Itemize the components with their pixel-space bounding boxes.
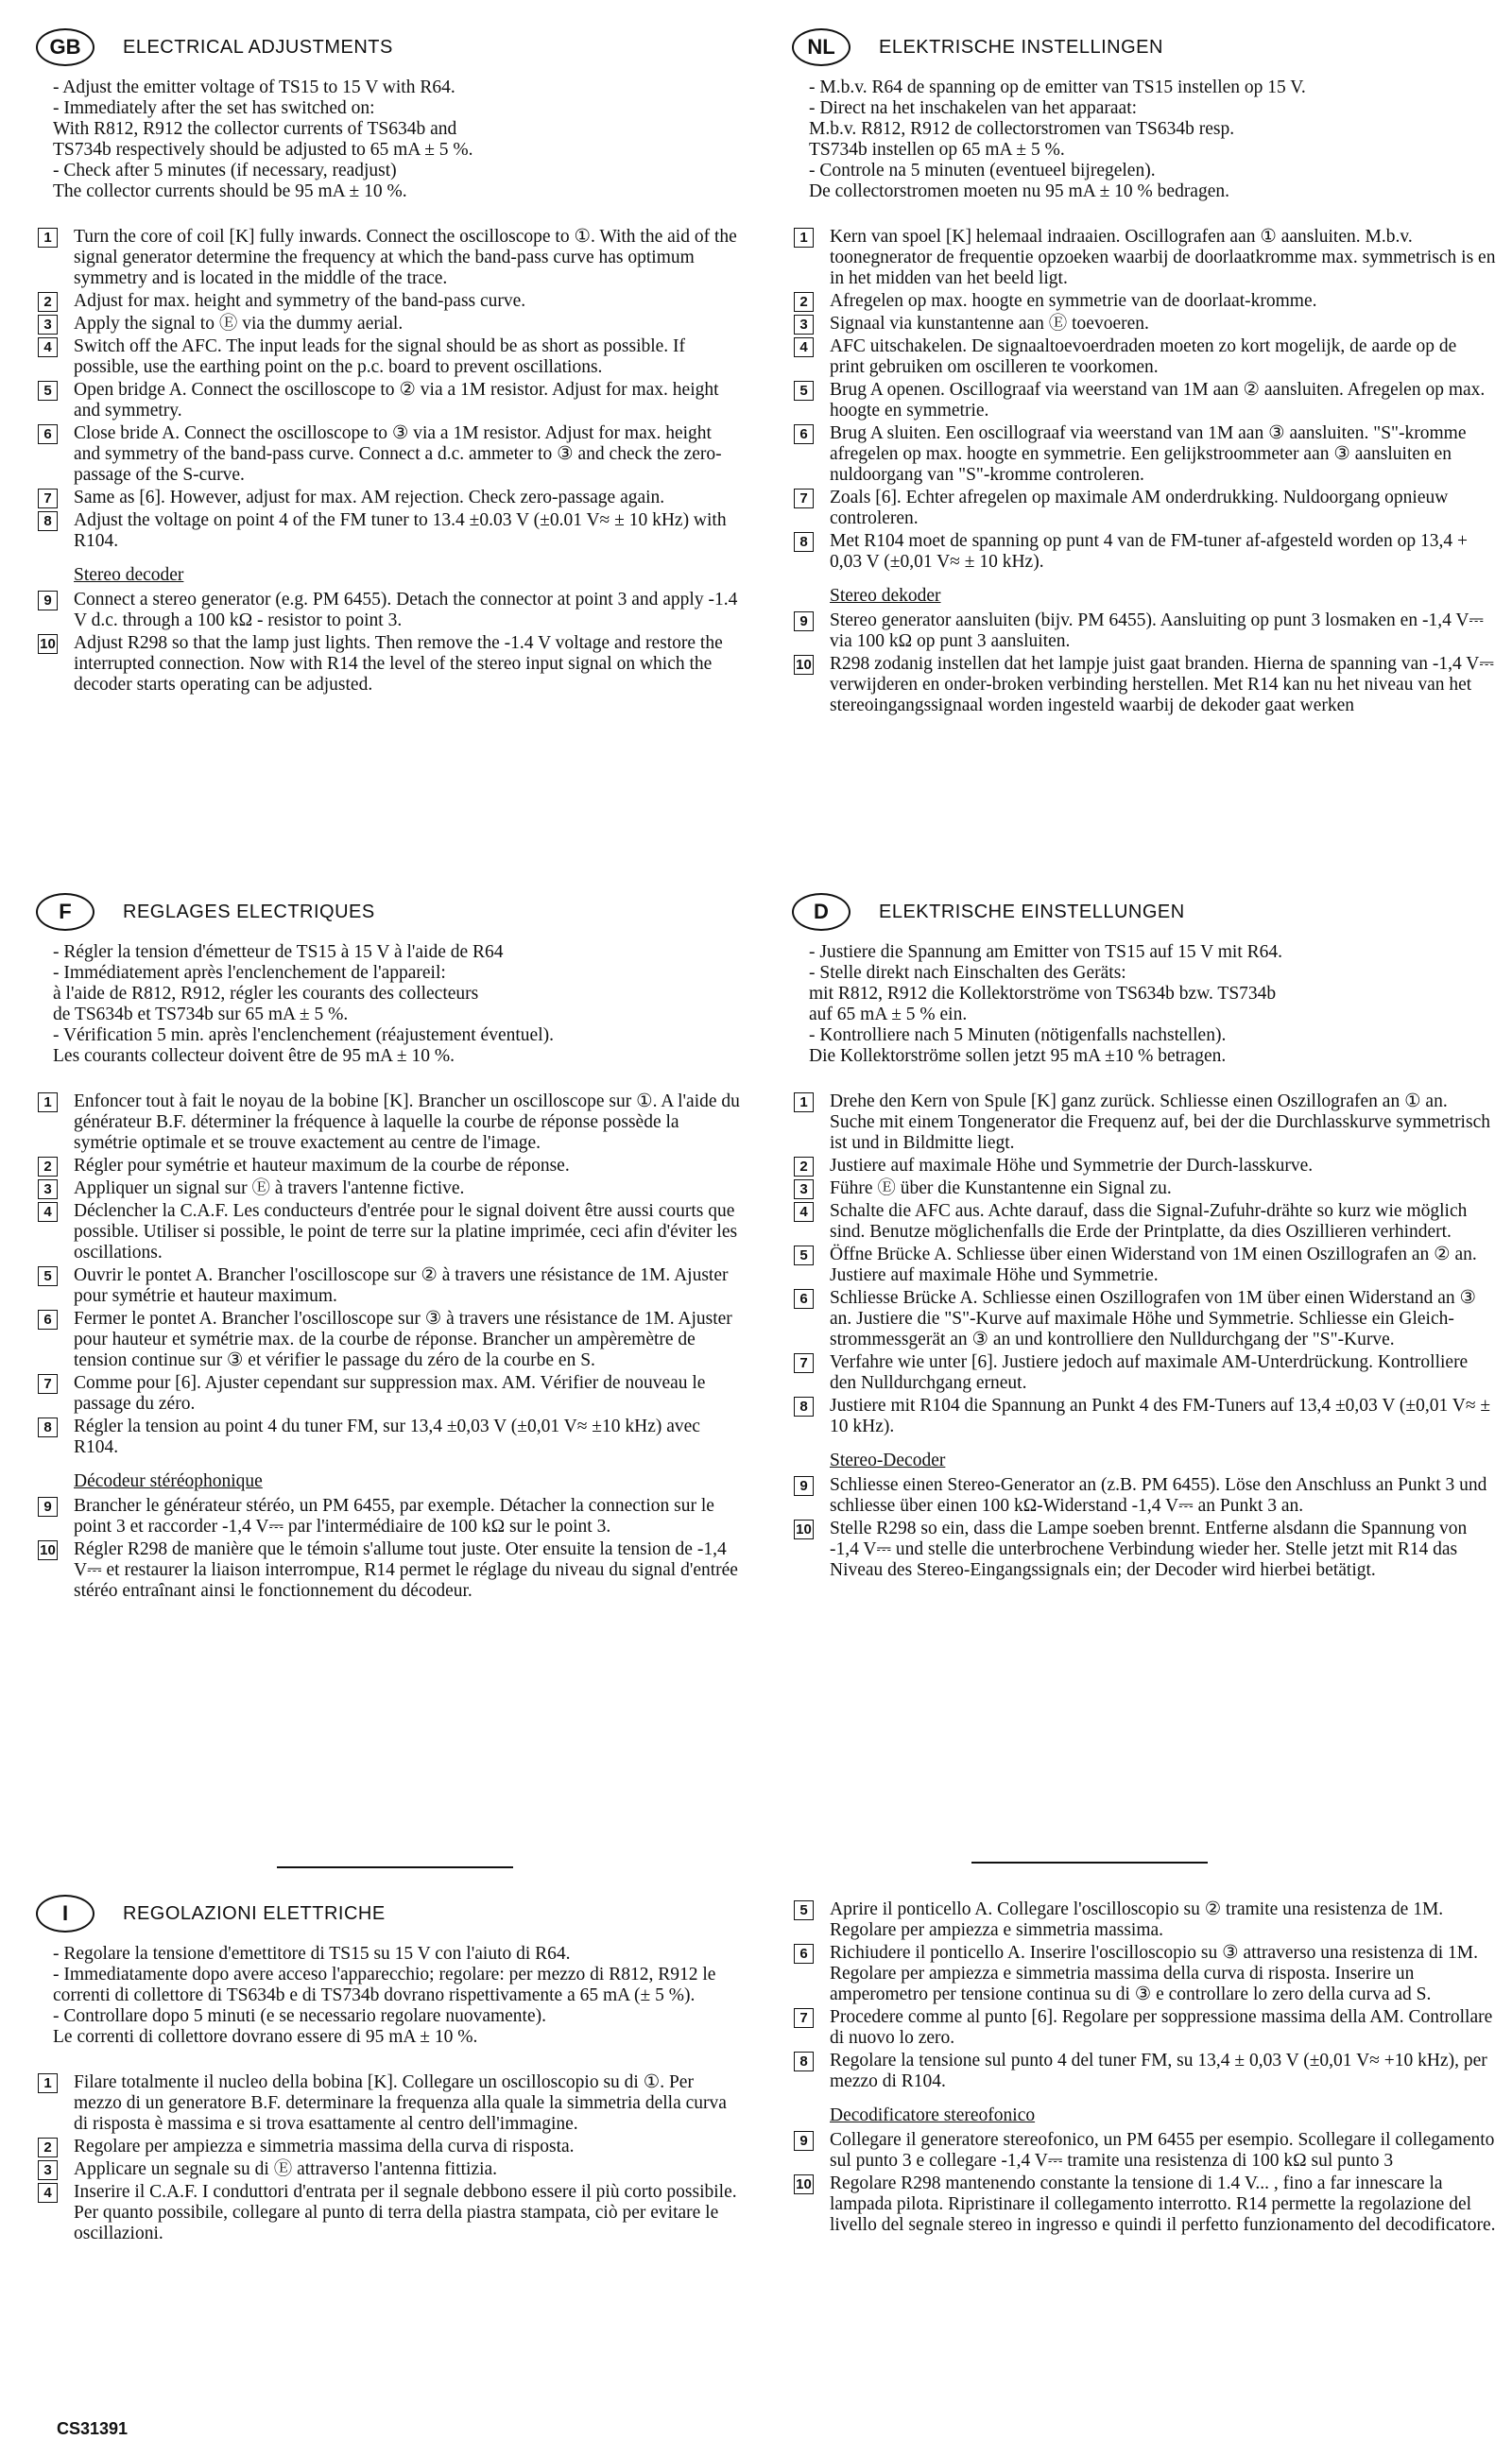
step-number-box: 8 [38, 1418, 58, 1437]
step-text: Brancher le générateur stéréo, un PM 6455, par exemple. Détacher la connection sur le point 3 et raccorder -1,4 V⎓ par l'intermédiaire de 100 kΩ sur le point 3. [74, 1496, 714, 1537]
step-number-box: 3 [38, 2160, 58, 2180]
step-text: Signaal via kunstantenne aan Ⓔ toevoeren. [830, 314, 1149, 334]
fr-subhead-decodeur: Décodeur stéréophonique [74, 1471, 263, 1491]
step-number-box: 1 [38, 228, 58, 248]
gb-steps-stereo [36, 590, 740, 696]
lang-badge-nl: NL [792, 28, 850, 66]
step-number-box: 2 [794, 1157, 814, 1177]
section-divider [971, 1862, 1208, 1864]
step-text: Procedere comme al punto [6]. Regolare per soppressione massima della AM. Controllare di nuovo lo zero. [830, 2007, 1493, 2048]
step-text: Afregelen op max. hoogte en symmetrie van de doorlaat-kromme. [830, 291, 1317, 311]
section-gb [36, 28, 740, 697]
fr-step-7 [36, 1373, 740, 1415]
gb-intro-line: - Immediately after the set has switched on: [53, 98, 375, 118]
step-text: Aprire il ponticello A. Collegare l'oscilloscopio su ② tramite una resistenza de 1M. Regolare per ampiezza e simmetria massima. [830, 1899, 1444, 1940]
step-text: Schalte die AFC aus. Achte darauf, dass die Signal-Zufuhr-drähte so kurz wie möglich sind. Benutze möglichenfalls die Erde der Printplatte, da dies Oszillieren verhindert. [830, 1201, 1468, 1242]
it-step-9 [792, 2130, 1496, 2172]
fr-intro-line: - Régler la tension d'émetteur de TS15 à 15 V à l'aide de R64 [53, 942, 504, 962]
nl-step-4 [792, 336, 1496, 378]
step-text: Justiere mit R104 die Spannung an Punkt 4 des FM-Tuners auf 13,4 ±0,03 V (±0,01 V≈ ± 10 kHz). [830, 1396, 1491, 1436]
step-text: Brug A sluiten. Een oscillograaf via weerstand van 1M aan ③ aansluiten. "S"-kromme afregelen op max. hoogte en symmetrie. Een gelijkstroommeter aan ③ aansluiten en nuldoorgang van "S"-kromme controleren. [830, 423, 1467, 485]
nl-step-5 [792, 380, 1496, 421]
it-step-10 [792, 2174, 1496, 2236]
step-text: Fermer le pontet A. Brancher l'oscilloscope sur ③ à travers une résistance de 1M. Ajuster pour hauteur et symétrie max. de la courbe de réponse. Brancher un ampèremètre de tension continue sur ③ et vérifier le passage du zéro de la courbe en S. [74, 1309, 732, 1370]
nl-step-10 [792, 654, 1496, 716]
section-it [36, 1895, 740, 2246]
step-number-box: 7 [38, 1374, 58, 1394]
nl-intro-line: - Direct na het inschakelen van het apparaat: [809, 98, 1138, 118]
step-number-box: 7 [38, 489, 58, 508]
fr-intro-line: - Immédiatement après l'enclenchement de l'appareil: [53, 963, 446, 983]
step-number-box: 10 [38, 1540, 58, 1560]
gb-step-7 [36, 488, 740, 508]
de-step-9 [792, 1475, 1496, 1517]
gb-step-1 [36, 227, 740, 289]
it-step-6 [792, 1943, 1496, 2005]
fr-intro [36, 942, 740, 1067]
it-step-1 [36, 2072, 740, 2135]
step-number-box: 9 [38, 1497, 58, 1517]
nl-steps [792, 227, 1496, 573]
lang-badge-it: I [36, 1895, 94, 1933]
step-text: Filare totalmente il nucleo della bobina [K]. Collegare un oscilloscopio su di ①. Per mezzo di un generatore B.F. determinare la frequenza alla quale la simmetria della curva di risposta è massima e si trova esattamente al centro dell'immagine. [74, 2072, 727, 2134]
lang-badge-fr: F [36, 893, 94, 931]
step-number-box: 10 [794, 1520, 814, 1539]
step-text: Verfahre wie unter [6]. Justiere jedoch auf maximale AM-Unterdrückung. Kontrolliere den Nulldurchgang erneut. [830, 1352, 1469, 1393]
fr-intro-line: Les courants collecteur doivent être de 95 mA ± 10 %. [53, 1046, 455, 1066]
step-number-box: 8 [794, 1397, 814, 1417]
de-intro-line: auf 65 mA ± 5 % ein. [809, 1005, 968, 1024]
nl-step-8 [792, 531, 1496, 573]
step-number-box: 10 [794, 655, 814, 675]
it-step-5 [792, 1899, 1496, 1941]
section-nl-title: ELEKTRISCHE INSTELLINGEN [879, 36, 1163, 58]
step-number-box: 8 [794, 532, 814, 552]
fr-intro-line: à l'aide de R812, R912, régler les courants des collecteurs [53, 984, 479, 1004]
step-text: Adjust R298 so that the lamp just lights. Then remove the -1.4 V voltage and restore the interrupted connection. Now with R14 the level of the stereo input signal on which the decoder starts operating can be adjusted. [74, 633, 723, 695]
fr-step-2 [36, 1156, 740, 1177]
nl-step-3 [792, 314, 1496, 335]
step-text: Ouvrir le pontet A. Brancher l'oscilloscope sur ② à travers une résistance de 1M. Ajuster pour symétrie et hauteur maximum. [74, 1265, 729, 1306]
step-text: Richiudere il ponticello A. Inserire l'oscilloscopio su ③ attraverso una resistenza di 1M. Regolare per ampiezza e simmetria massima della curva di risposta. Inserire un amperometro per tensione continua su di ③ e controllare lo zero della curva ad S. [830, 1943, 1478, 2004]
step-number-box: 3 [794, 1179, 814, 1199]
fr-step-6 [36, 1309, 740, 1371]
step-number-box: 1 [38, 1092, 58, 1112]
step-text: Comme pour [6]. Ajuster cependant sur suppression max. AM. Vérifier de nouveau le passage du zéro. [74, 1373, 706, 1414]
step-text: Brug A openen. Oscillograaf via weerstand van 1M aan ② aansluiten. Afregelen op max. hoogte en symmetrie. [830, 380, 1486, 421]
gb-step-5 [36, 380, 740, 421]
step-number-box: 7 [794, 1353, 814, 1373]
step-number-box: 6 [38, 1310, 58, 1330]
section-it-title: REGOLAZIONI ELETTRICHE [123, 1902, 386, 1924]
it-steps-stereo [792, 2130, 1496, 2236]
de-step-8 [792, 1396, 1496, 1437]
step-number-box: 3 [38, 1179, 58, 1199]
de-step-7 [792, 1352, 1496, 1394]
nl-intro-line: TS734b instellen op 65 mA ± 5 %. [809, 140, 1065, 160]
nl-intro-line: M.b.v. R812, R912 de collectorstromen van TS634b resp. [809, 119, 1235, 139]
de-intro-line: - Stelle direkt nach Einschalten des Geräts: [809, 963, 1126, 983]
step-number-box: 4 [794, 1202, 814, 1222]
it-step-8 [792, 2051, 1496, 2092]
step-number-box: 8 [38, 511, 58, 531]
step-number-box: 8 [794, 2052, 814, 2071]
step-number-box: 10 [38, 634, 58, 654]
gb-step-2 [36, 291, 740, 312]
fr-step-10 [36, 1539, 740, 1602]
nl-step-6 [792, 423, 1496, 486]
step-text: Régler R298 de manière que le témoin s'allume tout juste. Oter ensuite la tension de -1,4 V⎓ et restaurer la liaison interrompue, R14 permet le réglage du niveau du signal d'entrée stéréo entraînant ainsi le fonctionnement du décodeur. [74, 1539, 738, 1601]
step-number-box: 2 [794, 292, 814, 312]
step-text: Regolare la tensione sul punto 4 del tuner FM, su 13,4 ± 0,03 V (±0,01 V≈ +10 kHz), per mezzo di R104. [830, 2051, 1487, 2091]
section-fr [36, 893, 740, 1604]
step-number-box: 5 [794, 1900, 814, 1920]
it-step-7 [792, 2007, 1496, 2049]
it-intro-line: - Immediatamente dopo avere acceso l'apparecchio; regolare: per mezzo di R812, R912 le correnti di collettore di TS634b e di TS734b dovrano rispettivamente a 65 mA (± 5 %). [53, 1965, 716, 2005]
nl-intro-line: - M.b.v. R64 de spanning op de emitter van TS15 instellen op 15 V. [809, 77, 1306, 97]
de-step-1 [792, 1091, 1496, 1154]
de-subhead-stereo-decoder: Stereo-Decoder [830, 1451, 946, 1470]
step-number-box: 5 [794, 1246, 814, 1265]
step-text: AFC uitschakelen. De signaaltoevoerdraden moeten zo kort mogelijk, de aarde op de print gebruiken om oscilleren te voorkomen. [830, 336, 1457, 377]
gb-intro-line: TS734b respectively should be adjusted to 65 mA ± 5 %. [53, 140, 473, 160]
fr-step-5 [36, 1265, 740, 1307]
gb-steps [36, 227, 740, 552]
section-de-header [792, 893, 1496, 931]
fr-intro-line: - Vérification 5 min. après l'enclenchement (réajustement éventuel). [53, 1025, 554, 1045]
fr-step-3 [36, 1178, 740, 1199]
fr-step-1 [36, 1091, 740, 1154]
step-text: Régler la tension au point 4 du tuner FM, sur 13,4 ±0,03 V (±0,01 V≈ ±10 kHz) avec R104. [74, 1417, 700, 1457]
de-intro [792, 942, 1496, 1067]
section-gb-header [36, 28, 740, 66]
step-text: Regolare R298 mantenendo constante la tensione di 1.4 V... , fino a far innescare la lampada pilota. Ripristinare il collegamento interrotto. R14 permette la regolazione del livello del segnale stereo in ingresso e quindi il perfetto funzionamento del decodificatore. [830, 2174, 1496, 2235]
it-intro-line: Le correnti di collettore dovrano essere di 95 mA ± 10 %. [53, 2027, 478, 2047]
gb-intro-line: - Adjust the emitter voltage of TS15 to 15 V with R64. [53, 77, 455, 97]
step-text: Adjust for max. height and symmetry of the band-pass curve. [74, 291, 526, 311]
step-number-box: 1 [794, 1092, 814, 1112]
step-text: Schliesse einen Stereo-Generator an (z.B. PM 6455). Löse den Anschluss an Punkt 3 und schliesse über einen 100 kΩ-Widerstand -1,4 V⎓ an Punkt 3 an. [830, 1475, 1487, 1516]
step-text: R298 zodanig instellen dat het lampje juist gaat branden. Hierna de spanning van -1,4 V⎓ verwijderen en onder-broken verbinding herstellen. Met R14 kan nu het niveau van het stereoingangssignaal worden ingesteld waarbij de dekoder gaat werken [830, 654, 1494, 715]
gb-step-9 [36, 590, 740, 631]
gb-step-8 [36, 510, 740, 552]
step-text: Turn the core of coil [K] fully inwards. Connect the oscilloscope to ①. With the aid of the signal generator determine the frequency at which the band-pass curve has optimum symmetry and is located in the middle of the trace. [74, 227, 737, 288]
step-number-box: 7 [794, 489, 814, 508]
section-gb-title: ELECTRICAL ADJUSTMENTS [123, 36, 393, 58]
fr-steps [36, 1091, 740, 1458]
step-text: Führe Ⓔ über die Kunstantenne ein Signal zu. [830, 1178, 1172, 1198]
step-number-box: 1 [794, 228, 814, 248]
step-number-box: 9 [794, 2131, 814, 2151]
section-nl [792, 28, 1496, 718]
step-text: Apply the signal to Ⓔ via the dummy aerial. [74, 314, 404, 334]
gb-step-6 [36, 423, 740, 486]
section-fr-header [36, 893, 740, 931]
de-intro-line: mit R812, R912 die Kollektorströme von TS634b bzw. TS734b [809, 984, 1277, 1004]
section-fr-title: REGLAGES ELECTRIQUES [123, 901, 375, 922]
step-number-box: 2 [38, 2138, 58, 2157]
de-steps [792, 1091, 1496, 1437]
step-number-box: 2 [38, 292, 58, 312]
step-number-box: 3 [38, 315, 58, 335]
step-text: Regolare per ampiezza e simmetria massima della curva di risposta. [74, 2137, 575, 2156]
step-text: Zoals [6]. Echter afregelen op maximale AM onderdrukking. Nuldoorgang opnieuw controleren. [830, 488, 1449, 528]
step-text: Drehe den Kern von Spule [K] ganz zurück. Schliesse einen Oszillografen an ① an. Suche mit einem Tongenerator die Frequenz auf, bei der die Durchlasskurve symmetrisch ist und in Bildmitte liegt. [830, 1091, 1490, 1153]
step-number-box: 5 [38, 1266, 58, 1286]
step-number-box: 6 [38, 424, 58, 444]
step-text: Close bride A. Connect the oscilloscope to ③ via a 1M resistor. Adjust for max. height and symmetry of the band-pass curve. Connect a d.c. ammeter to ③ and check the zero-passage of the S-curve. [74, 423, 722, 485]
gb-intro-line: The collector currents should be 95 mA ± 10 %. [53, 181, 407, 201]
fr-step-4 [36, 1201, 740, 1263]
section-nl-header [792, 28, 1496, 66]
step-number-box: 1 [38, 2073, 58, 2093]
de-intro-line: - Justiere die Spannung am Emitter von TS15 auf 15 V mit R64. [809, 942, 1283, 962]
nl-intro-line: De collectorstromen moeten nu 95 mA ± 10 % bedragen. [809, 181, 1229, 201]
step-number-box: 9 [38, 591, 58, 610]
de-step-3 [792, 1178, 1496, 1199]
step-text: Justiere auf maximale Höhe und Symmetrie der Durch-lasskurve. [830, 1156, 1314, 1176]
fr-step-9 [36, 1496, 740, 1538]
it-steps [36, 2072, 740, 2244]
step-number-box: 5 [794, 381, 814, 401]
nl-subhead-stereo-dekoder: Stereo dekoder [830, 586, 941, 606]
it-step-4 [36, 2182, 740, 2244]
de-intro-line: - Kontrolliere nach 5 Minuten (nötigenfalls nachstellen). [809, 1025, 1227, 1045]
de-steps-stereo [792, 1475, 1496, 1581]
it-step-2 [36, 2137, 740, 2157]
step-text: Schliesse Brücke A. Schliesse einen Oszillografen von 1M über einen Widerstand an ③ an. Justiere die "S"-Kurve auf maximale Höhe und Symmetrie. Schliesse ein Gleich-strommessgerät an ③ an und kontrolliere den Nulldurchgang der "S"-Kurve. [830, 1288, 1477, 1349]
step-text: Applicare un segnale su di Ⓔ attraverso l'antenna fittizia. [74, 2159, 498, 2179]
step-number-box: 4 [794, 337, 814, 357]
step-number-box: 2 [38, 1157, 58, 1177]
gb-step-10 [36, 633, 740, 696]
section-divider [277, 1866, 513, 1868]
it-subhead-decodificatore: Decodificatore stereofonico [830, 2105, 1036, 2125]
fr-intro-line: de TS634b et TS734b sur 65 mA ± 5 %. [53, 1005, 349, 1024]
step-number-box: 6 [794, 424, 814, 444]
it-steps-continued [792, 1899, 1496, 2092]
de-step-4 [792, 1201, 1496, 1243]
fr-steps-stereo [36, 1496, 740, 1602]
step-text: Open bridge A. Connect the oscilloscope to ② via a 1M resistor. Adjust for max. height and symmetry. [74, 380, 719, 421]
step-text: Met R104 moet de spanning op punt 4 van de FM-tuner af-afgesteld worden op 13,4 + 0,03 V (±0,01 V≈ ± 10 kHz). [830, 531, 1468, 572]
step-number-box: 10 [794, 2174, 814, 2194]
lang-badge-de: D [792, 893, 850, 931]
gb-intro-line: With R812, R912 the collector currents of TS634b and [53, 119, 457, 139]
de-intro-line: Die Kollektorströme sollen jetzt 95 mA ±10 % betragen. [809, 1046, 1227, 1066]
fr-step-8 [36, 1417, 740, 1458]
gb-subhead-stereo-decoder: Stereo decoder [74, 565, 184, 585]
section-it-header [36, 1895, 740, 1933]
step-text: Switch off the AFC. The input leads for the signal should be as short as possible. If possible, use the earthing point on the p.c. board to prevent oscillations. [74, 336, 686, 377]
it-intro [36, 1944, 740, 2048]
step-text: Öffne Brücke A. Schliesse über einen Widerstand von 1M einen Oszillografen an ② an. Justiere auf maximale Höhe und Symmetrie. [830, 1245, 1477, 1285]
gb-intro-line: - Check after 5 minutes (if necessary, readjust) [53, 161, 397, 180]
step-number-box: 7 [794, 2008, 814, 2028]
document-code: CS31391 [57, 2419, 129, 2438]
step-text: Kern van spoel [K] helemaal indraaien. Oscillografen aan ① aansluiten. M.b.v. toonegnerator de frequentie opzoeken waarbij de doorlaatkromme max. symmetrisch is en in het midden van het beeld ligt. [830, 227, 1496, 288]
step-number-box: 4 [38, 337, 58, 357]
section-it-continued [792, 1899, 1496, 2238]
section-de-title: ELEKTRISCHE EINSTELLUNGEN [879, 901, 1185, 922]
nl-step-7 [792, 488, 1496, 529]
step-text: Stereo generator aansluiten (bijv. PM 6455). Aansluiting op punt 3 losmaken en -1,4 V⎓ via 100 kΩ op punt 3 aansluiten. [830, 610, 1484, 651]
nl-step-9 [792, 610, 1496, 652]
it-intro-line: - Regolare la tensione d'emettitore di TS15 su 15 V con l'aiuto di R64. [53, 1944, 571, 1964]
de-step-5 [792, 1245, 1496, 1286]
step-text: Déclencher la C.A.F. Les conducteurs d'entrée pour le signal doivent être aussi courts que possible. Utiliser si possible, le point de terre sur la platine imprimée, ceci afin d'éviter les oscillations. [74, 1201, 738, 1263]
de-step-6 [792, 1288, 1496, 1350]
it-intro-line: - Controllare dopo 5 minuti (e se necessario regolare nuovamente). [53, 2006, 546, 2026]
step-text: Collegare il generatore stereofonico, un PM 6455 per esempio. Scollegare il collegamento sul punto 3 e collegare -1,4 V⎓ tramite una resistenza di 100 kΩ sul punto 3 [830, 2130, 1495, 2171]
lang-badge-gb: GB [36, 28, 94, 66]
gb-step-3 [36, 314, 740, 335]
step-text: Stelle R298 so ein, dass die Lampe soeben brennt. Entferne alsdann die Spannung von -1,4 V⎓ und stelle die unterbrochene Verbindung wieder her. Stelle jetzt mit R14 das Niveau des Stereo-Eingangssignals ein; der Decoder wird hierbei betätigt. [830, 1519, 1468, 1580]
nl-step-1 [792, 227, 1496, 289]
nl-steps-stereo [792, 610, 1496, 716]
step-text: Same as [6]. However, adjust for max. AM rejection. Check zero-passage again. [74, 488, 665, 507]
section-de [792, 893, 1496, 1583]
step-number-box: 5 [38, 381, 58, 401]
step-text: Enfoncer tout à fait le noyau de la bobine [K]. Brancher un oscilloscope sur ①. A l'aide du générateur B.F. déterminer la fréquence à laquelle la courbe de réponse possède la symétrie optimale et se trouve exactement au centre de l'image. [74, 1091, 740, 1153]
de-step-10 [792, 1519, 1496, 1581]
step-text: Connect a stereo generator (e.g. PM 6455). Detach the connector at point 3 and apply -1.4 V d.c. through a 100 kΩ - resistor to point 3. [74, 590, 738, 630]
gb-step-4 [36, 336, 740, 378]
step-text: Inserire il C.A.F. I conduttori d'entrata per il segnale debbono essere il più corto possibile. Per quanto possibile, collegare al punto di terra della piastra stampata, ciò per evitare le oscillazioni. [74, 2182, 737, 2243]
step-number-box: 9 [794, 1476, 814, 1496]
step-number-box: 4 [38, 2183, 58, 2203]
step-number-box: 9 [794, 611, 814, 631]
de-step-2 [792, 1156, 1496, 1177]
nl-intro-line: - Controle na 5 minuten (eventueel bijregelen). [809, 161, 1156, 180]
step-number-box: 6 [794, 1289, 814, 1309]
it-step-3 [36, 2159, 740, 2180]
step-text: Appliquer un signal sur Ⓔ à travers l'antenne fictive. [74, 1178, 465, 1198]
nl-intro [792, 77, 1496, 202]
step-number-box: 4 [38, 1202, 58, 1222]
step-text: Adjust the voltage on point 4 of the FM tuner to 13.4 ±0.03 V (±0.01 V≈ ± 10 kHz) with R104. [74, 510, 727, 551]
gb-intro [36, 77, 740, 202]
step-text: Régler pour symétrie et hauteur maximum de la courbe de réponse. [74, 1156, 570, 1176]
step-number-box: 3 [794, 315, 814, 335]
nl-step-2 [792, 291, 1496, 312]
step-number-box: 6 [794, 1944, 814, 1964]
